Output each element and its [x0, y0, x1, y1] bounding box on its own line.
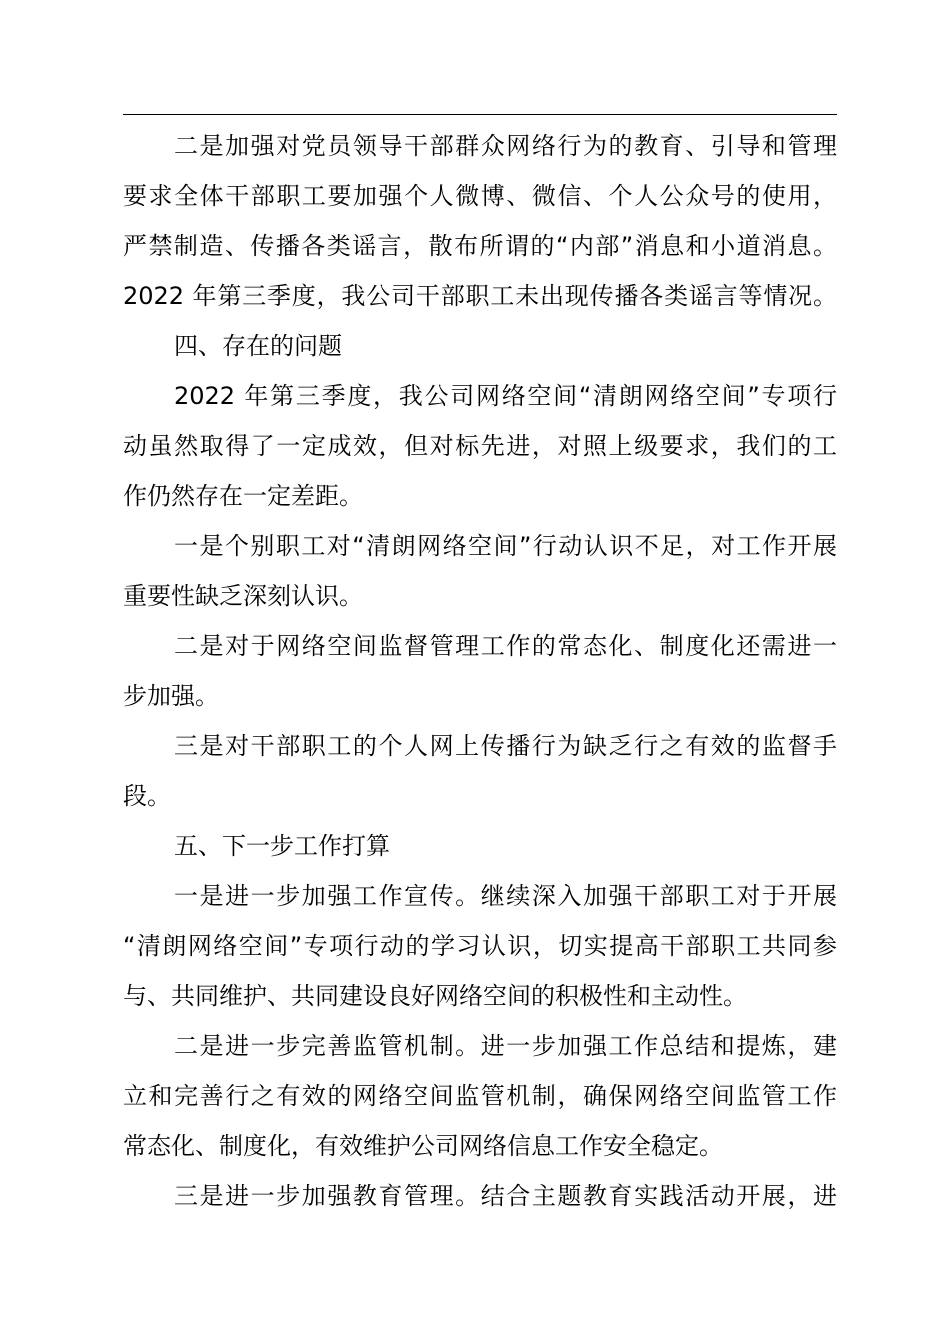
paragraph-line: 要求全体干部职工要加强个人微博、微信、个人公众号的使用，: [123, 182, 837, 210]
paragraph-line: “清朗网络空间”专项行动的学习认识，切实提高干部职工共同参: [123, 932, 837, 960]
paragraph-line: 二是进一步完善监管机制。进一步加强工作总结和提炼，建: [174, 1032, 837, 1060]
paragraph-line: 一是进一步加强工作宣传。继续深入加强干部职工对于开展: [174, 882, 837, 910]
paragraph-line: 步加强。: [123, 682, 219, 710]
paragraph-line: 作仍然存在一定差距。: [123, 482, 363, 510]
paragraph-line: 二是加强对党员领导干部群众网络行为的教育、引导和管理: [174, 132, 837, 160]
paragraph-line: 立和完善行之有效的网络空间监管机制，确保网络空间监管工作: [123, 1082, 837, 1110]
section-heading: 五、下一步工作打算: [174, 832, 390, 860]
paragraph-line: 段。: [123, 782, 171, 810]
paragraph-line: 重要性缺乏深刻认识。: [123, 582, 363, 610]
paragraph-line: 与、共同维护、共同建设良好网络空间的积极性和主动性。: [123, 982, 747, 1010]
paragraph-line: 三是对干部职工的个人网上传播行为缺乏行之有效的监督手: [174, 732, 837, 760]
paragraph-line: 一是个别职工对“清朗网络空间”行动认识不足，对工作开展: [174, 532, 837, 560]
paragraph-line: 二是对于网络空间监督管理工作的常态化、制度化还需进一: [174, 632, 837, 660]
paragraph-line: 常态化、制度化，有效维护公司网络信息工作安全稳定。: [123, 1132, 723, 1160]
paragraph-line: 严禁制造、传播各类谣言，散布所谓的“内部”消息和小道消息。: [123, 232, 837, 260]
paragraph-line: 2022 年第三季度，我公司干部职工未出现传播各类谣言等情况。: [123, 282, 837, 310]
paragraph-line: 三是进一步加强教育管理。结合主题教育实践活动开展，进: [174, 1182, 837, 1210]
header-rule: [123, 114, 837, 115]
paragraph-line: 2022 年第三季度，我公司网络空间“清朗网络空间”专项行: [174, 382, 837, 410]
paragraph-line: 动虽然取得了一定成效，但对标先进，对照上级要求，我们的工: [123, 432, 837, 460]
section-heading: 四、存在的问题: [174, 332, 342, 360]
document-body: [123, 121, 837, 1221]
